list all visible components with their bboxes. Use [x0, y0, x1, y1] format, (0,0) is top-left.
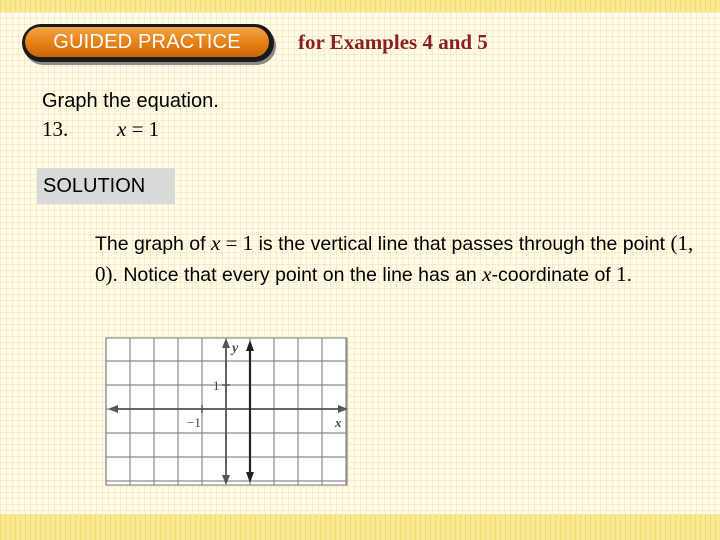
solution-var-2: x [482, 262, 492, 286]
examples-subtitle: for Examples 4 and 5 [298, 30, 488, 54]
top-decorative-band [0, 0, 720, 12]
solution-text-2: is the vertical line that passes through the point [253, 233, 671, 255]
guided-practice-banner [22, 24, 274, 62]
exercise-prompt: Graph the equation. [42, 90, 219, 112]
bottom-decorative-band [0, 514, 720, 540]
x-tick-label: −1 [187, 415, 201, 430]
solution-text-5: . [626, 264, 633, 286]
graph-svg [96, 333, 354, 490]
exercise-number: 13. [42, 117, 69, 141]
solution-text-3: . Notice that every point on the line has an [112, 264, 483, 286]
solution-var-1: x [211, 231, 221, 255]
solution-eq-1: = 1 [220, 231, 254, 255]
solution-paragraph [95, 228, 695, 290]
solution-value: 1 [616, 262, 627, 286]
exercise-equation [117, 117, 159, 142]
solution-text-1: The graph of [95, 233, 211, 255]
coordinate-graph [96, 333, 354, 490]
equation-rest: = 1 [126, 117, 160, 141]
solution-point: (1, 0) [95, 231, 694, 286]
solution-label: SOLUTION [37, 168, 175, 204]
y-tick-label: 1 [213, 378, 220, 393]
solution-text-4: -coordinate of [491, 264, 617, 286]
equation-variable: x [117, 117, 127, 141]
x-axis-label: x [335, 415, 342, 430]
y-axis-label: y [232, 341, 239, 356]
banner-label: GUIDED PRACTICE [25, 27, 269, 57]
